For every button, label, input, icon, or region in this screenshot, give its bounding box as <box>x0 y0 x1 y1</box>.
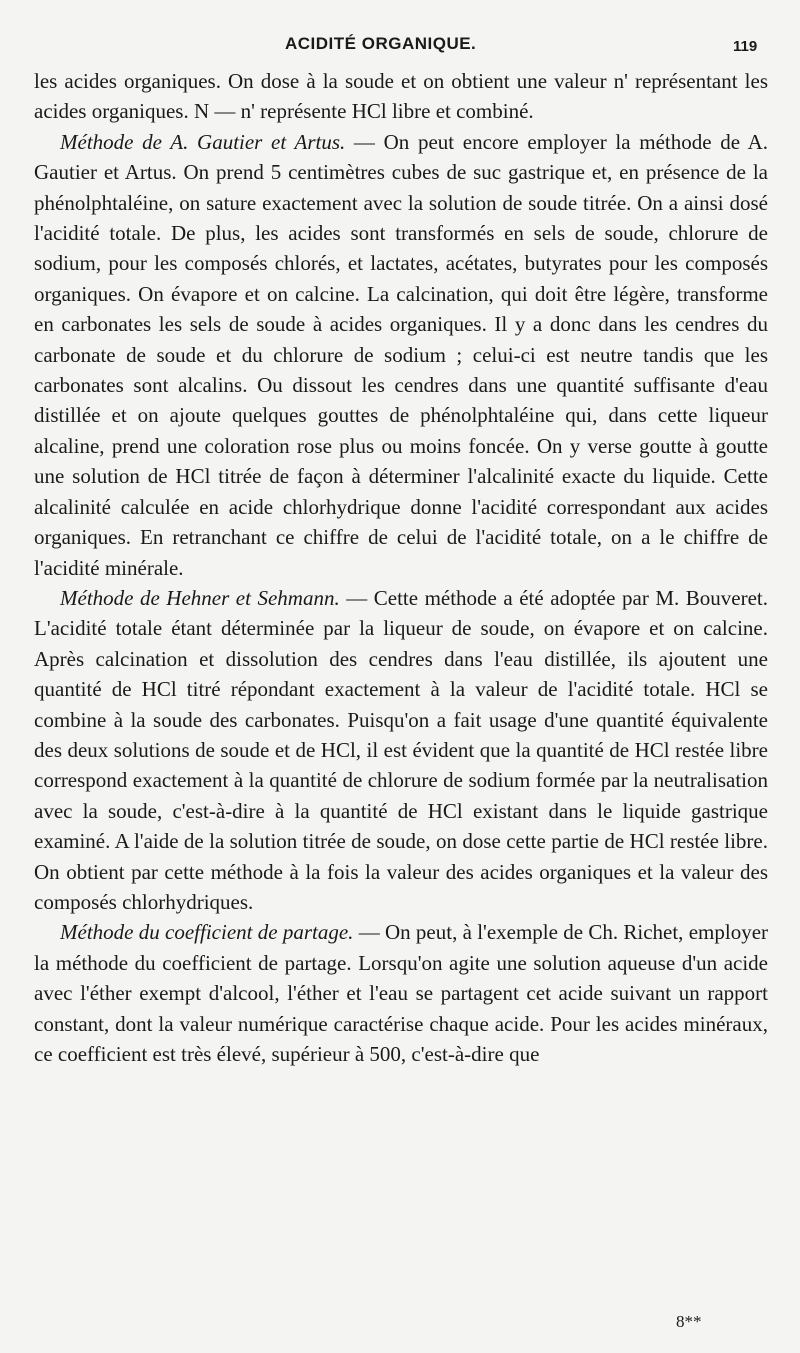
paragraph-text: — Cette méthode a été adoptée par M. Bouveret. L'acidité totale étant déterminée par la liqueur de soude, on évapore et on calcine. Après calcination et dissolution des cendres dans l'eau distillée, ils ajoutent une quantité de HCl titré répondant exactement à la valeur de l'acidité totale. HCl se combine à la soude des carbonates. Puisqu'on a fait usage d'une quantité équivalente des deux solutions de soude et de HCl, il est évident que la quantité de HCl restée libre correspond exactement à la quantité de chlorure de sodium formée par la neutralisation avec la soude, c'est-à-dire à la quantité de HCl existant dans le liquide gastrique examiné. A l'aide de la solution titrée de soude, on dose cette partie de HCl restée libre. On obtient par cette méthode à la fois la valeur des acides organiques et la valeur des composés chlorhydriques. <box>34 585 769 914</box>
running-title: ACIDITÉ ORGANIQUE. <box>285 34 477 53</box>
page-number: 119 <box>733 38 758 55</box>
paragraph-heading: Méthode de Hehner et Sehmann. <box>60 585 340 610</box>
paragraph-gautier-artus <box>34 127 768 583</box>
signature-mark: 8** <box>676 1312 702 1331</box>
paragraph-heading: Méthode du coefficient de partage. <box>60 920 354 945</box>
paragraph-coefficient-partage <box>34 917 768 1069</box>
body-text <box>34 66 768 1069</box>
paragraph-continuation <box>34 66 768 127</box>
paragraph-text: — On peut, à l'exemple de Ch. Richet, employer la méthode du coefficient de partage. Lorsqu'on agite une solution aqueuse d'un acide avec l'éther exempt d'alcool, l'éther et l'eau se partagent cet acide suivant un rapport constant, dont la valeur numérique caractérise chaque acide. Pour les acides minéraux, ce coefficient est très élevé, supérieur à 500, c'est-à-dire que <box>34 920 769 1066</box>
paragraph-hehner-sehmann <box>34 583 768 917</box>
paragraph-heading: Méthode de A. Gautier et Artus. <box>60 129 346 154</box>
paragraph-text: les acides organiques. On dose à la soude et on obtient une valeur n' représentant les acides organiques. N — n' représente HCl libre et combiné. <box>34 69 768 124</box>
running-head <box>0 34 800 58</box>
paragraph-text: — On peut encore employer la méthode de A. Gautier et Artus. On prend 5 centimètres cubes de suc gastrique et, en présence de la phénolphtaléine, on sature exactement avec la solution de soude titrée. On a ainsi dosé l'acidité totale. De plus, les acides sont transformés en sels de soude, chlorure de sodium, pour les composés chlorés, et lactates, acétates, butyrates pour les composés organiques. On évapore et on calcine. La calcination, qui doit être légère, transforme en carbonates les sels de soude à acides organiques. Il y a donc dans les cendres du carbonate de soude et du chlorure de sodium ; celui-ci est neutre tandis que les carbonates sont alcalins. Ou dissout les cendres dans une quantité suffisante d'eau distillée et on ajoute quelques gouttes de phénolphtaléine qui, dans cette liqueur alcaline, prend une coloration rose plus ou moins foncée. On y verse goutte à goutte une solution de HCl titrée de façon à déterminer l'alcalinité exacte du liquide. Cette alcalinité calculée en acide chlorhydrique donne l'acidité correspondant aux acides organiques. En retranchant ce chiffre de celui de l'acidité totale, on a le chiffre de l'acidité minérale. <box>34 129 768 580</box>
